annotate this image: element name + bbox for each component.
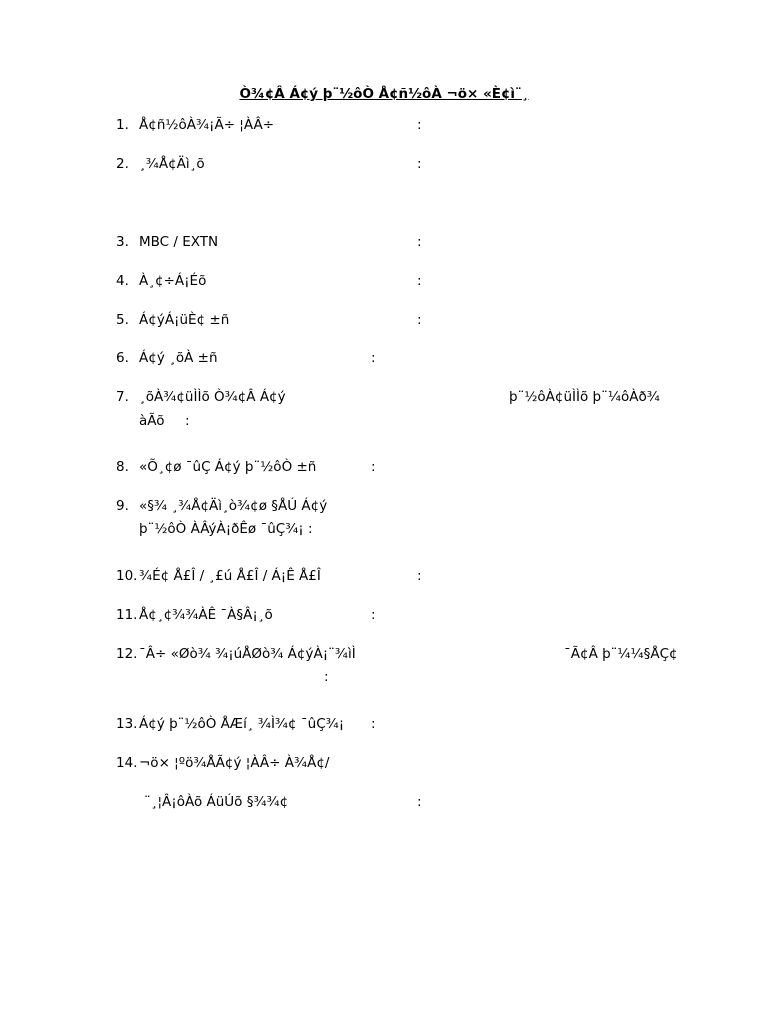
item-label-continuation: àÃõ [139, 413, 165, 429]
item-label-right: ¯Ã¢Â þ¨¼¼§ÅÇ¢ [564, 646, 678, 662]
item-colon: : [417, 794, 422, 810]
item-label: Á¢ý þ¨½ôÒ ÅÆí¸ ¾Ì¾¢ ¯ûÇ¾¡ [139, 716, 345, 732]
item-number: 8. [116, 459, 129, 475]
item-colon: : [185, 413, 190, 429]
item-colon: : [371, 716, 376, 732]
item-number: 14. [116, 755, 138, 771]
item-number: 11. [116, 607, 138, 623]
form-item-9 [0, 496, 768, 516]
form-title: Ò¾¢Â Á¢ý þ¨½ôÒ Å¢ñ½ôÀ ¬ö× «È¢ì¨¸ [239, 86, 529, 102]
item-label-continuation: þ¨½ôÒ ÀÂýÀ¡ðÊø ¯ûÇ¾¡ : [139, 521, 313, 537]
item-label: Á¢ý ¸õÀ ±ñ [139, 350, 218, 366]
item-label: Å¢ñ½ôÀ¾¡Ã÷ ¦ÀÂ÷ [139, 117, 274, 133]
form-item-14 [0, 753, 768, 773]
item-label: «Õ¸¢ø ¯ûÇ Á¢ý þ¨½ôÒ ±ñ [139, 459, 317, 475]
form-item-6 [0, 348, 768, 368]
form-item-4 [0, 271, 768, 291]
item-number: 12. [116, 646, 138, 662]
item-number: 4. [116, 273, 129, 289]
form-item-1 [0, 115, 768, 135]
item-colon: : [417, 156, 422, 172]
item-number: 7. [116, 389, 129, 405]
item-colon: : [371, 459, 376, 475]
item-colon: : [371, 350, 376, 366]
form-item-3 [0, 232, 768, 252]
item-colon: : [417, 234, 422, 250]
form-item-11 [0, 605, 768, 625]
item-colon: : [417, 312, 422, 328]
form-item-12 [0, 644, 768, 664]
item-colon: : [417, 568, 422, 584]
item-number: 5. [116, 312, 129, 328]
item-colon: : [417, 117, 422, 133]
item-label-right: þ¨½ôÀ¢üÌÌõ þ¨¼ôÀð¾ [509, 389, 660, 405]
item-label: Å¢¸¢¾¾ÀÊ ¯À§Â¡¸õ [139, 607, 273, 623]
item-number: 6. [116, 350, 129, 366]
form-item-7 [0, 387, 768, 407]
form-item-9-continuation [0, 519, 768, 539]
item-colon: : [417, 273, 422, 289]
item-label: À¸¢÷Á¡Éõ [139, 273, 207, 289]
form-item-10 [0, 566, 768, 586]
form-item-14-continuation [0, 792, 768, 812]
item-label: MBC / EXTN [139, 234, 219, 250]
item-label: ¯Â÷ «Øò¾ ¾¡úÅØò¾ Á¢ýÀ¡¨¾ìÌ [139, 646, 356, 662]
item-label: «§¾ ¸¾Å¢Äì¸ò¾¢ø §ÅÚ Á¢ý [139, 498, 328, 514]
item-colon: : [324, 669, 329, 685]
item-label: ¬ö× ¦ºö¾ÅÃ¢ý ¦ÀÂ÷ À¾Å¢/ [139, 755, 330, 771]
form-item-5 [0, 310, 768, 330]
form-item-12-continuation [0, 667, 768, 687]
item-label: ¸õÀ¾¢üÌÌõ Ò¾¢Â Á¢ý [139, 389, 286, 405]
item-colon: : [371, 607, 376, 623]
item-number: 2. [116, 156, 129, 172]
item-number: 13. [116, 716, 138, 732]
item-label: ¾É¢ Å£Î / ¸£ú Å£Î / Á¡Ê Å£Î [139, 568, 321, 584]
item-number: 3. [116, 234, 129, 250]
item-number: 9. [116, 498, 129, 514]
form-item-2 [0, 154, 768, 174]
item-label-continuation: ¨¸¦Â¡ôÀõ ÁüÚõ §¾¾¢ [144, 794, 289, 810]
form-item-7-continuation [0, 411, 768, 431]
form-item-13 [0, 714, 768, 734]
item-number: 10. [116, 568, 138, 584]
item-label: ¸¾Å¢Äì¸õ [139, 156, 205, 172]
item-label: Á¢ýÁ¡üÈ¢ ±ñ [139, 312, 230, 328]
form-item-8 [0, 457, 768, 477]
item-number: 1. [116, 117, 129, 133]
